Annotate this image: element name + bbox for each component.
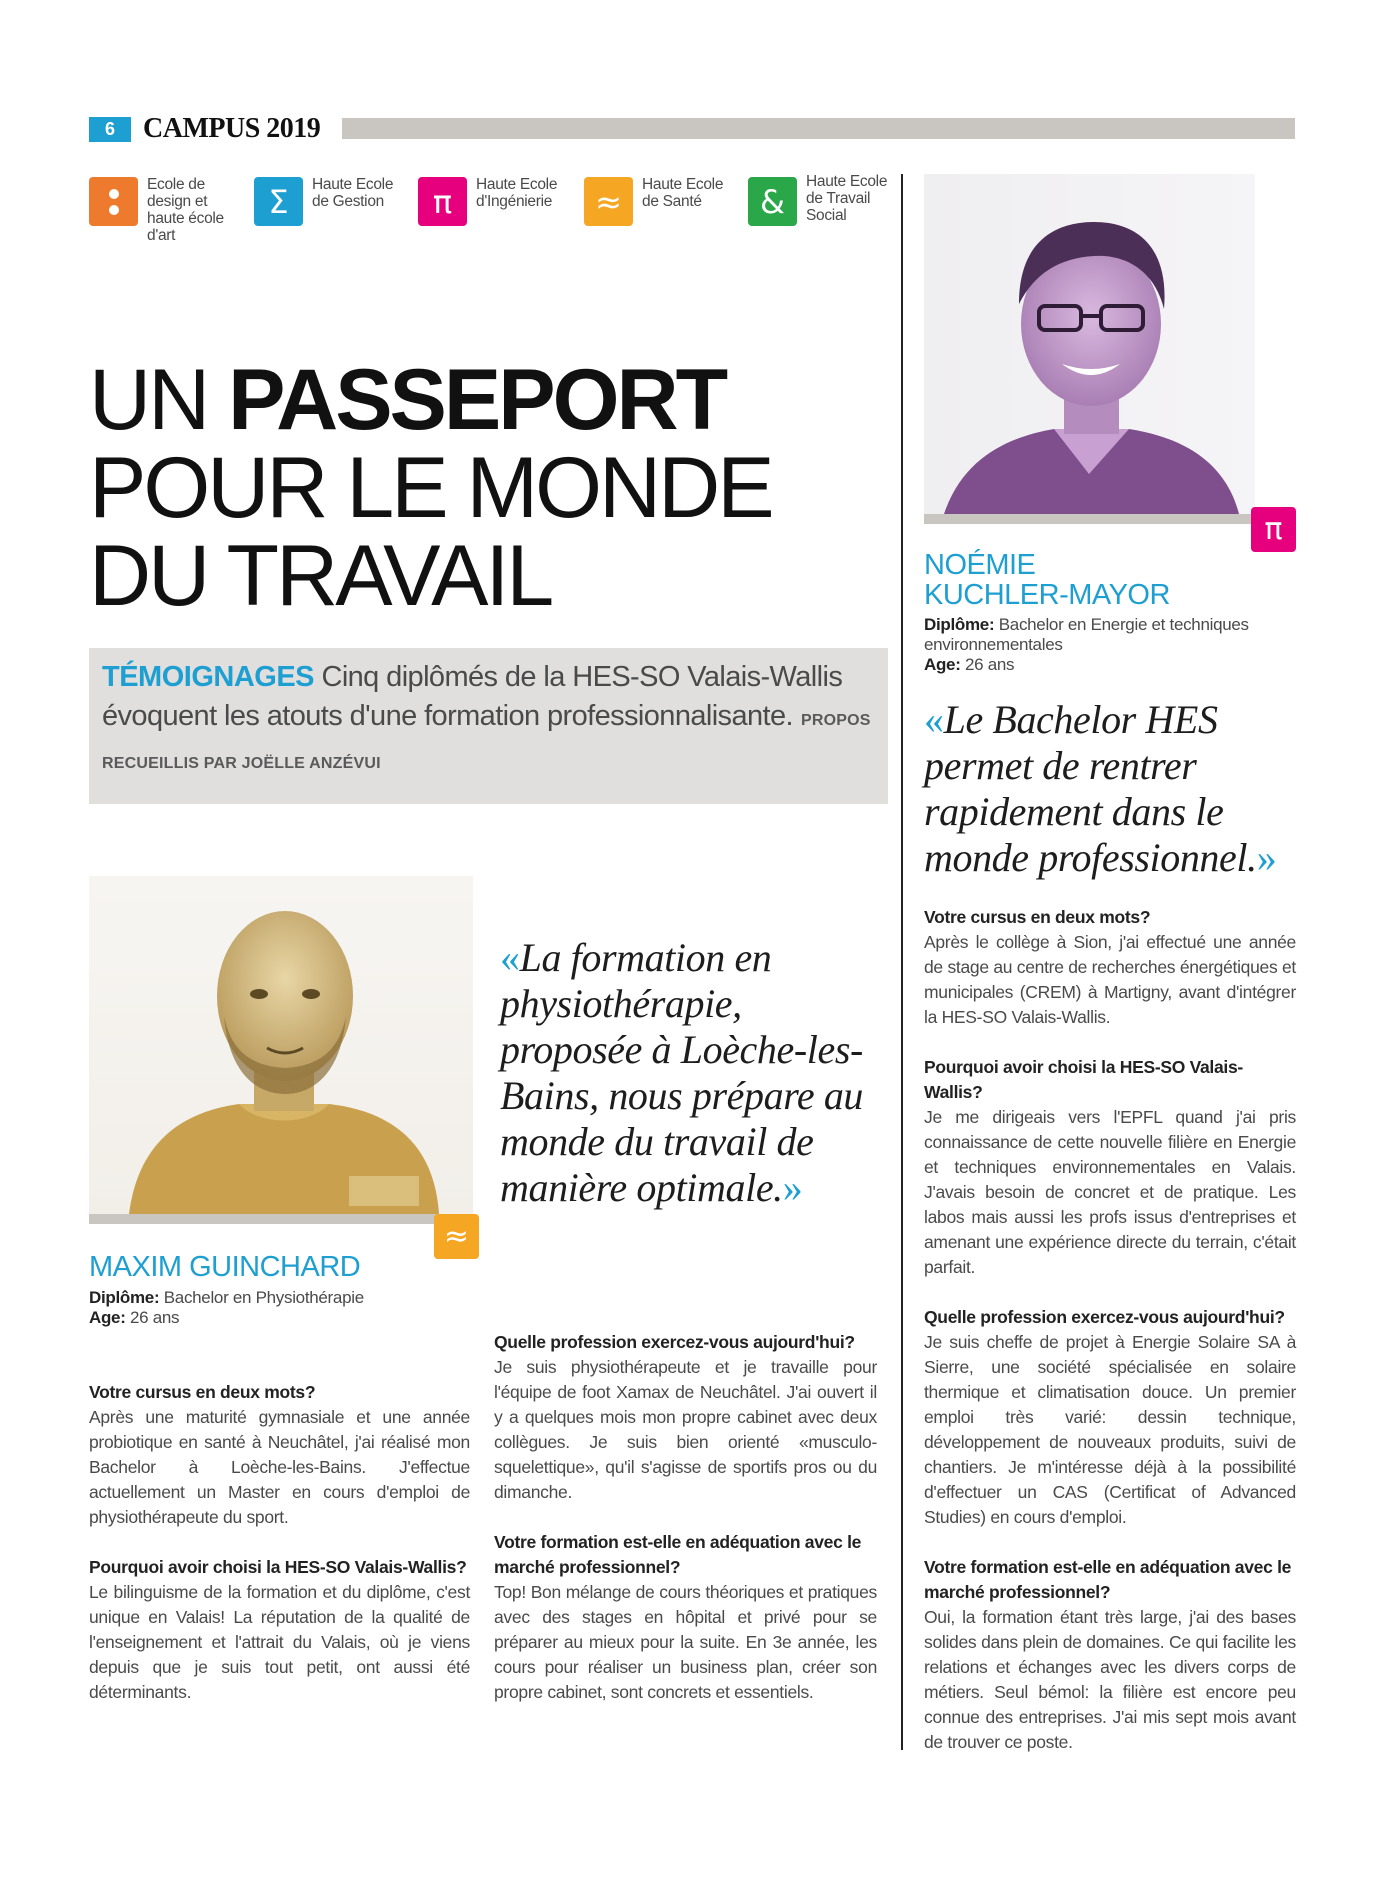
noemie-portrait-illustration [924,174,1255,514]
maxim-diploma [89,1288,429,1308]
page-number: 6 [89,117,131,142]
question: Pourquoi avoir choisi la HES-SO Valais-Wallis? [89,1557,467,1577]
answer: Après une maturité gymnasiale et une année probiotique en santé à Neuchâtel, j'ai réalisé mon Bachelor à Loèche-les-Bains. J'effectue actuellement un Master en cours d'emploi de physiothérapeute du sport. [89,1407,470,1527]
noemie-photo [924,174,1255,514]
pi-icon: π [1251,507,1296,552]
lead-body: Cinq diplômés de la HES-SO Valais-Wallis évoquent les atouts d'une formation professionnalisante. [102,661,843,732]
colon-icon [89,177,138,226]
age-value: 26 ans [960,655,1015,674]
headline-light: UN [89,352,229,448]
noemie-age [924,655,1296,675]
noemie-meta [924,615,1296,675]
question: Votre cursus en deux mots? [924,907,1151,927]
noemie-name-line-1: NOÉMIE [924,549,1036,581]
question: Quelle profession exercez-vous aujourd'hui? [924,1307,1285,1327]
diploma-value: Bachelor en Energie et techniques environnementales [924,615,1249,654]
maxim-photo [89,876,473,1214]
quote-close-mark: » [1256,835,1277,880]
maxim-portrait-illustration [89,876,473,1214]
maxim-column-1 [89,1380,470,1730]
noemie-quote [924,697,1296,881]
quote-open-mark: « [924,697,944,742]
quote-close-mark: » [782,1165,803,1210]
age-label: Age: [924,655,961,674]
school-design-art [89,177,247,244]
diploma-value: Bachelor en Physiothérapie [159,1288,364,1307]
noemie-diploma [924,615,1296,655]
diploma-label: Diplôme: [89,1288,160,1307]
noemie-photo-bar [924,514,1296,524]
headline-line-2: POUR LE MONDE [89,440,772,536]
question: Pourquoi avoir choisi la HES-SO Valais-Wallis? [924,1057,1243,1102]
maxim-quote-text: La formation en physiothérapie, proposée à Loèche-les-Bains, nous prépare au monde du travail de manière optimale. [500,935,864,1210]
headline [89,352,772,624]
school-ingenierie [418,177,576,226]
question: Quelle profession exercez-vous aujourd'hui? [494,1332,855,1352]
answer: Je suis cheffe de projet à Energie Solaire SA à Sierre, une société spécialisée en solaire thermique et climatisation douce. Un premier emploi très varié: dessin technique, développement de nouveaux produits, suivi de chantiers. Je m'intéresse déjà à la possibilité d'effectuer un CAS (Certificat of Advanced Studies) en cours d'emploi. [924,1332,1296,1527]
school-sante [584,177,742,226]
maxim-photo-bar [89,1214,473,1224]
school-gestion [254,177,412,226]
question: Votre formation est-elle en adéquation avec le marché professionnel? [924,1557,1292,1602]
noemie-name [924,550,1170,610]
age-label: Age: [89,1308,126,1327]
question: Votre cursus en deux mots? [89,1382,316,1402]
approx-icon: ≈ [584,177,633,226]
answer: Je me dirigeais vers l'EPFL quand j'ai pris connaissance de cette nouvelle filière en Energie et techniques environnementales en Valais. J'avais besoin de concret et de pratique. Les labos mais aussi les profs issus d'entreprises et amenant une expérience directe du terrain, c'était parfait. [924,1107,1296,1277]
question: Votre formation est-elle en adéquation avec le marché professionnel? [494,1532,862,1577]
headline-line-1 [89,352,772,448]
school-name: Haute Ecole de Santé [642,176,724,210]
maxim-name: MAXIM GUINCHARD [89,1251,361,1283]
answer: Oui, la formation étant très large, j'ai des bases solides dans plein de domaines. Ce qui facilite les relations et échanges avec les divers corps de métiers. Seul bémol: la filière est encore peu connue des entreprises. J'ai mis sept mois avant de trouver ce poste. [924,1607,1296,1752]
pi-icon: π [418,177,467,226]
school-name: Haute Ecole d'Ingénierie [476,176,558,210]
sigma-icon: Σ [254,177,303,226]
header-rule [342,118,1295,139]
approx-icon: ≈ [434,1214,479,1259]
maxim-age [89,1308,429,1328]
diploma-label: Diplôme: [924,615,995,634]
age-value: 26 ans [125,1308,180,1327]
headline-bold: PASSEPORT [228,352,726,448]
answer: Après le collège à Sion, j'ai effectué une année de stage au centre de recherches énergétiques et municipales (CREM) à Martigny, avant d'intégrer la HES-SO Valais-Wallis. [924,932,1296,1027]
headline-line-3: DU TRAVAIL [89,528,552,624]
noemie-name-line-2: KUCHLER-MAYOR [924,579,1170,611]
school-name: Haute Ecole de Gestion [312,176,394,210]
maxim-meta [89,1288,429,1328]
lead-box [89,648,888,804]
colon-icon-glyph [104,186,124,218]
maxim-column-2 [494,1330,877,1730]
school-name: Haute Ecole de Travail Social [806,173,888,224]
lead-text [102,658,875,783]
column-divider [901,174,903,1750]
section-title: CAMPUS 2019 [143,113,321,144]
noemie-column [924,905,1296,1780]
answer: Je suis physiothérapeute et je travaille pour l'équipe de foot Xamax de Neuchâtel. J'ai ouvert il y a quelques mois mon propre cabinet avec deux collègues. Je suis bien orienté «musculo-squelettique», qu'il s'agisse de sportifs pros ou du dimanche. [494,1357,877,1502]
school-travail-social [748,174,906,226]
answer: Le bilinguisme de la formation et du diplôme, c'est unique en Valais! La réputation de la qualité de l'enseignement et l'attrait du Valais, où je viens depuis que je suis tout petit, ont aussi été déterminants. [89,1582,470,1702]
school-name: Ecole de design et haute école d'art [147,176,224,244]
ampersand-icon: & [748,177,797,226]
lead-kicker: TÉMOIGNAGES [102,661,315,693]
lead-credit: PROPOS RECUEILLIS PAR JOËLLE ANZÉVUI [102,712,871,772]
answer: Top! Bon mélange de cours théoriques et pratiques avec des stages en hôpital et privé pour se préparer au mieux pour la suite. En 3e année, les cours pour réaliser un business plan, créer son propre cabinet, sont concrets et essentiels. [494,1582,877,1702]
quote-open-mark: « [500,935,520,980]
maxim-quote [500,935,870,1211]
noemie-quote-text: Le Bachelor HES permet de rentrer rapidement dans le monde professionnel. [924,697,1257,880]
